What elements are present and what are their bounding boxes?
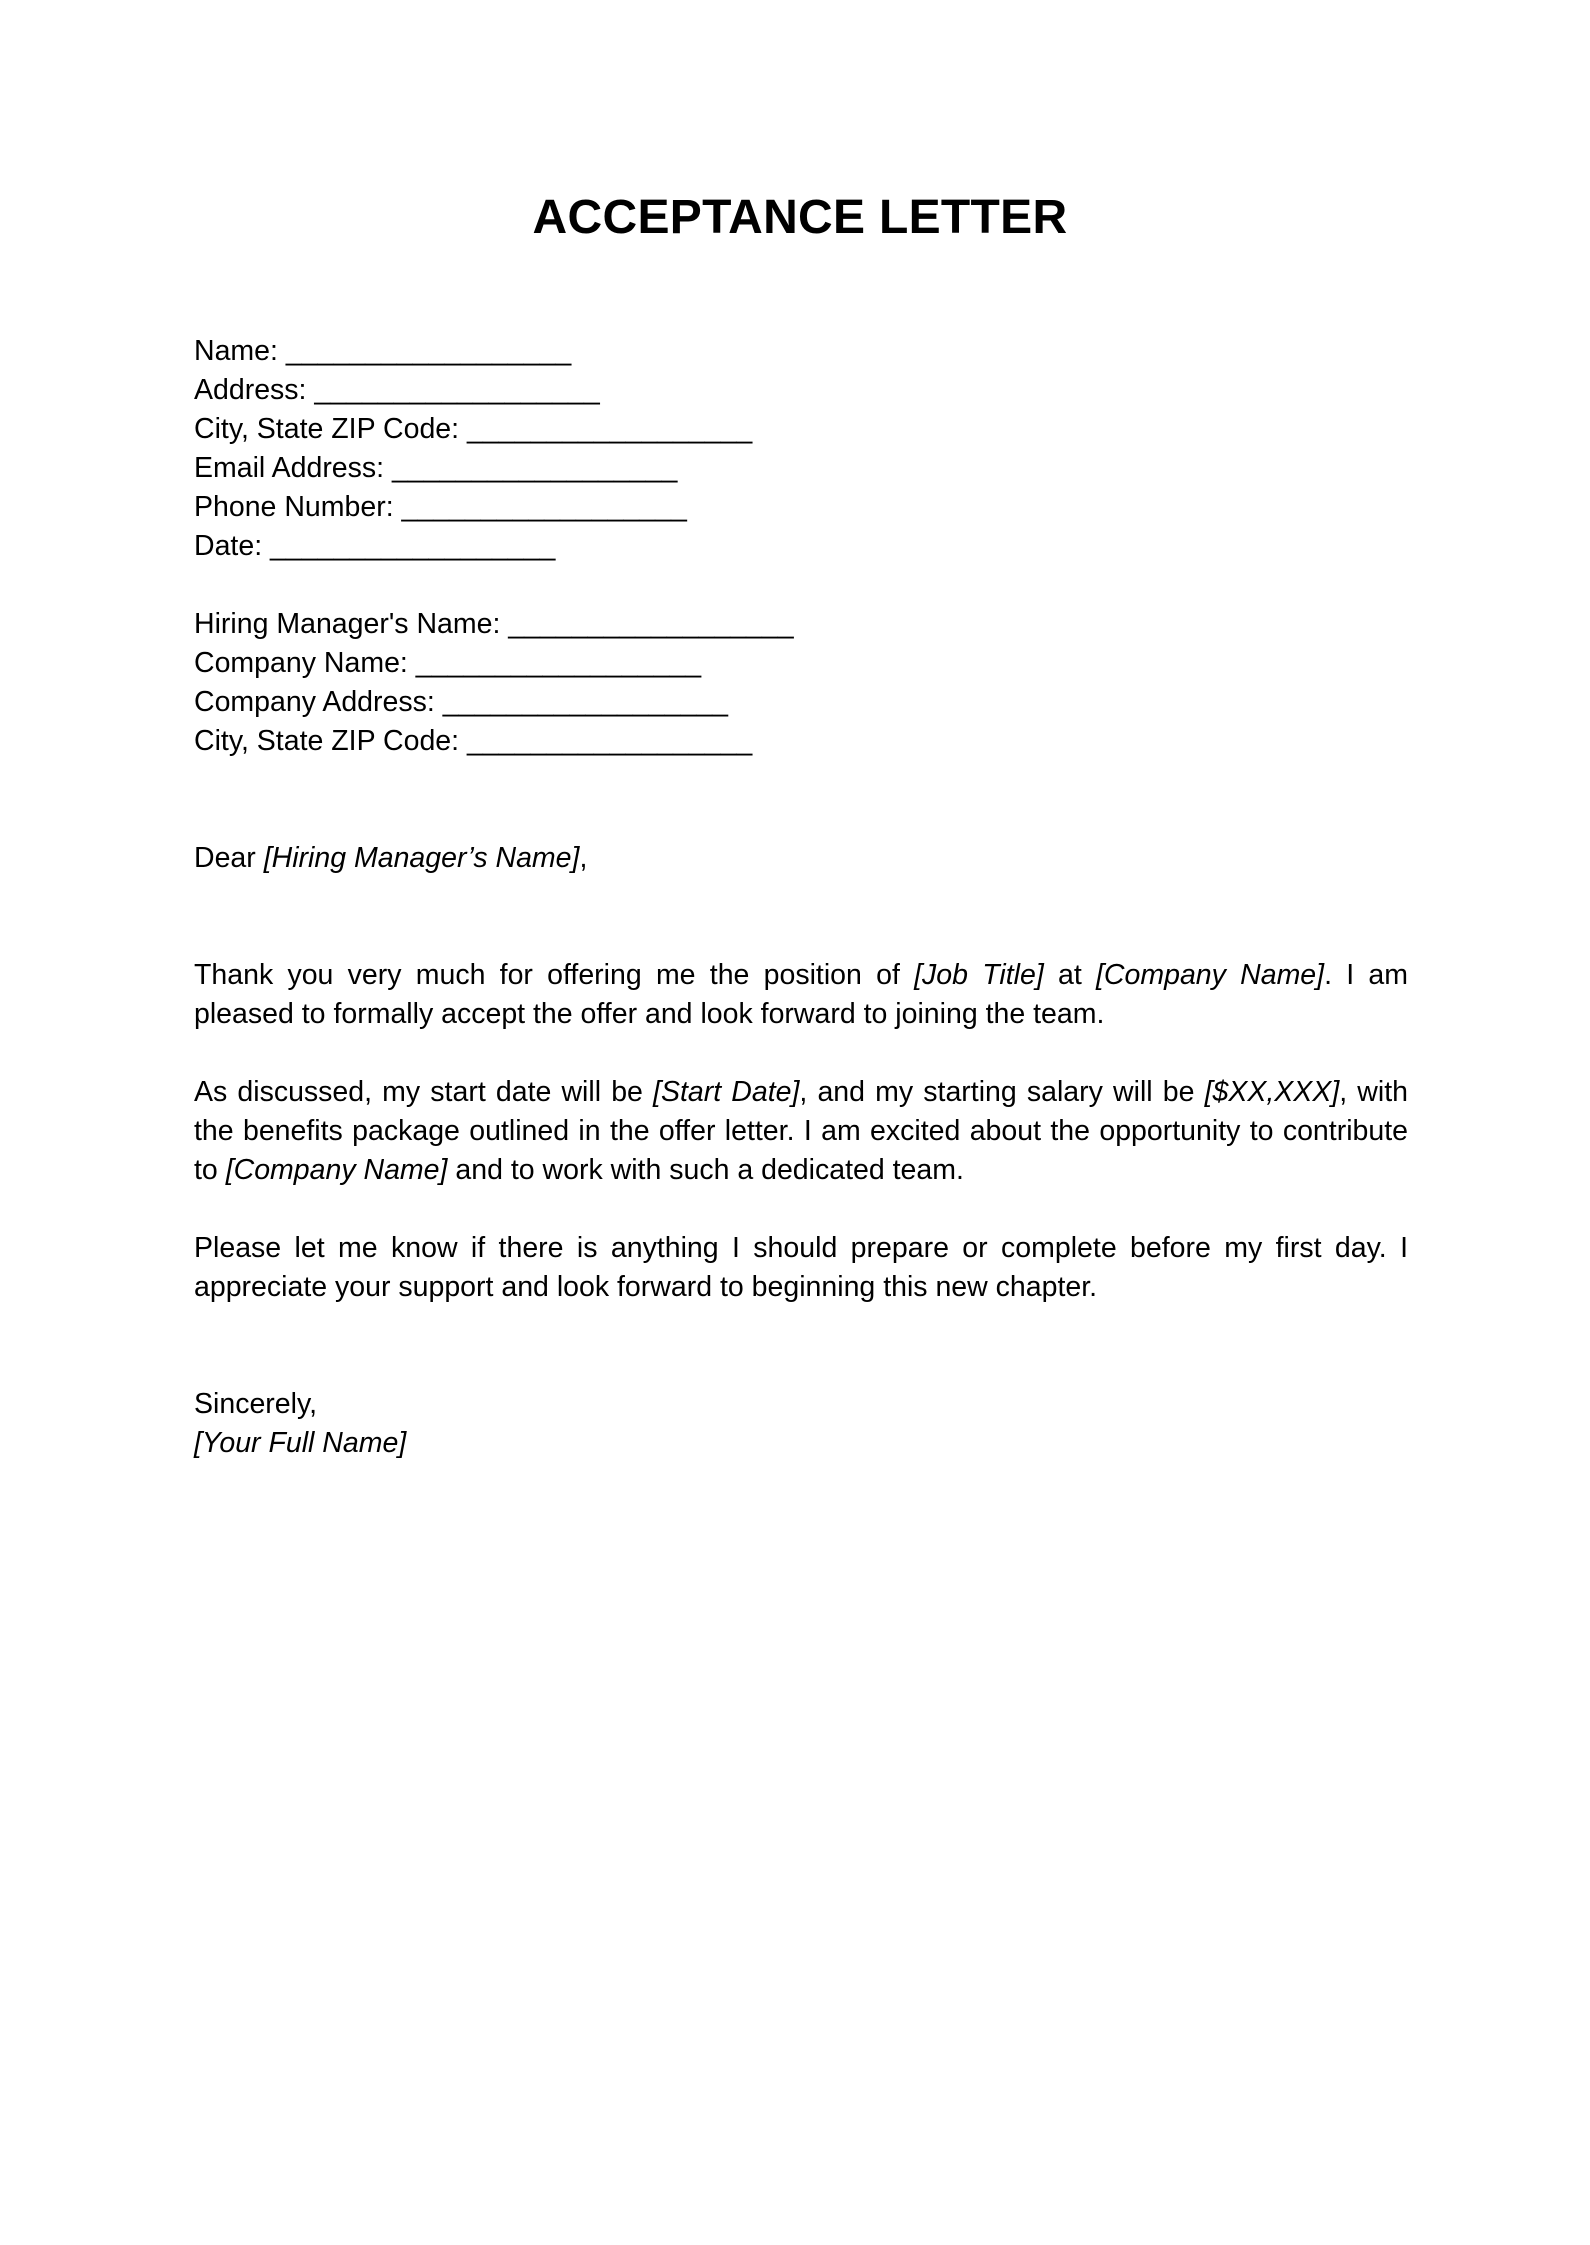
paragraph-next-steps <box>194 1229 1408 1307</box>
sender-phone-field: Phone Number: __________________ <box>194 491 687 523</box>
valediction: Sincerely, <box>194 1388 318 1420</box>
sender-name-field: Name: __________________ <box>194 335 572 367</box>
sender-city-state-zip-field: City, State ZIP Code: __________________ <box>194 413 753 445</box>
salutation-prefix: Dear <box>194 842 264 874</box>
company-name-placeholder: [Company Name] <box>1096 959 1325 991</box>
recipient-block <box>194 605 1408 761</box>
closing-block <box>194 1385 1408 1463</box>
start-date-placeholder: [Start Date] <box>653 1076 800 1108</box>
paragraph-text: Thank you very much for offering me the position of <box>194 959 915 991</box>
paragraph-text: Please let me know if there is anything I should prepare or complete before my first day. I appreciate your support and look forward to beginning this new chapter. <box>194 1232 1408 1303</box>
salary-placeholder: [$XX,XXX] <box>1204 1076 1340 1108</box>
paragraph-acceptance <box>194 956 1408 1034</box>
paragraph-text: , with the benefits package outlined in the offer letter. I am excited about the opportunity to contribute to <box>194 1076 1408 1186</box>
job-title-placeholder: [Job Title] <box>914 959 1044 991</box>
company-address-field: Company Address: __________________ <box>194 686 729 718</box>
paragraph-start-date-salary <box>194 1073 1408 1190</box>
sender-email-field: Email Address: __________________ <box>194 452 678 484</box>
hiring-manager-name-field: Hiring Manager's Name: __________________ <box>194 608 794 640</box>
paragraph-text: at <box>1043 959 1096 991</box>
paragraph-text: . I am pleased to formally accept the offer and look forward to joining the team. <box>194 959 1408 1030</box>
paragraph-text: and to work with such a dedicated team. <box>447 1154 964 1186</box>
company-city-state-zip-field: City, State ZIP Code: __________________ <box>194 725 753 757</box>
salutation <box>194 839 1408 878</box>
paragraph-text: , and my starting salary will be <box>799 1076 1205 1108</box>
letter-body <box>194 332 1408 1463</box>
salutation-placeholder: [Hiring Manager’s Name] <box>263 842 580 874</box>
signer-name-placeholder: [Your Full Name] <box>194 1427 407 1459</box>
sender-date-field: Date: __________________ <box>194 530 556 562</box>
company-name-field: Company Name: __________________ <box>194 647 702 679</box>
company-name-placeholder: [Company Name] <box>225 1154 448 1186</box>
sender-block <box>194 332 1408 566</box>
sender-address-field: Address: __________________ <box>194 374 600 406</box>
salutation-suffix: , <box>579 842 588 874</box>
paragraph-text: As discussed, my start date will be <box>194 1076 654 1108</box>
document-title: ACCEPTANCE LETTER <box>532 191 1068 244</box>
